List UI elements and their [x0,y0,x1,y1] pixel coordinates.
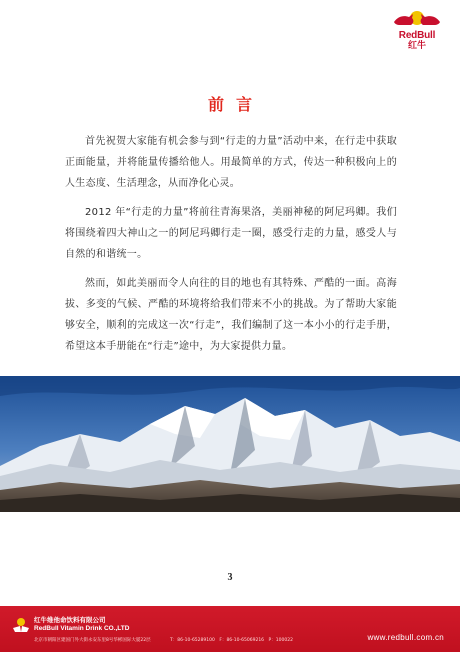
mountain-photo [0,376,460,512]
page-title: 前言 [207,95,264,114]
website-url: www.redbull.com.cn [367,633,444,642]
company-name-cn: 红牛维他命饮料有限公司 [34,616,106,624]
company-phones: T：86-10-65289100 F：86-10-65069216 P：100022 [170,638,293,643]
company-name-en: RedBull Vitamin Drink CO.,LTD [34,625,130,632]
company-address: 北京市朝阳区建国门外大街永安东里8号华彬国际大厦22层 [34,638,151,643]
paragraph-3: 然而，如此美丽而令人向往的目的地也有其特殊、严酷的一面。高海拔、多变的气候、严酷的环境将给我们带来不小的挑战。为了帮助大家能够安全，顺利的完成这一次“行走”，我们编制了这一本小小的行走手册，希望这本手册能在“行走”途中，为大家提供力量。 [65,278,397,352]
preface-body [65,131,397,365]
paragraph-1: 首先祝贺大家能有机会参与到“行走的力量”活动中来，在行走中获取正面能量，并将能量传播给他人。用最简单的方式，传达一种积极向上的人生态度、生活理念，从而净化心灵。 [65,136,397,189]
page-number: 3 [227,572,233,583]
bulls-icon [392,8,442,30]
logo-brand-en: RedBull [398,30,436,41]
logo-brand-cn: 红牛 [407,41,426,51]
footer-logo-icon [12,616,30,636]
redbull-logo [388,8,446,51]
footer [0,606,460,652]
paragraph-2: 2012 年“行走的力量”将前往青海果洛，美丽神秘的阿尼玛卿。我们将围绕着四大神山之一的阿尼玛卿行走一圈，感受行走的力量，感受人与自然的和谐统一。 [65,207,397,260]
